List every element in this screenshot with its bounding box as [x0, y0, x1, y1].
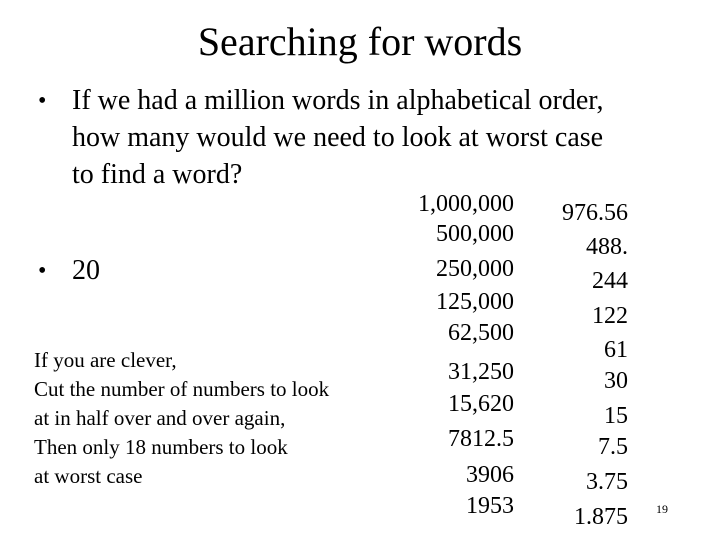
number-value: 62,500: [448, 320, 514, 346]
number-value: 7.5: [598, 434, 628, 460]
slide-title: Searching for words: [197, 19, 523, 64]
note-line-5: at worst case: [34, 464, 143, 488]
number-value: 500,000: [436, 221, 514, 247]
number-value: 488.: [586, 234, 628, 260]
number-value: 15,620: [448, 391, 514, 417]
number-value: 30: [604, 368, 628, 394]
number-value: 3906: [466, 462, 514, 488]
answer-text: 20: [72, 255, 100, 286]
bullet-dot-icon: •: [38, 258, 47, 284]
slide-number: 19: [656, 502, 668, 516]
question-line-3: to find a word?: [72, 159, 243, 190]
number-value: 31,250: [448, 359, 514, 385]
note-line-4: Then only 18 numbers to look: [34, 435, 288, 459]
number-value: 976.56: [562, 200, 628, 226]
question-line-2: how many would we need to look at worst case: [72, 122, 604, 153]
number-value: 15: [604, 403, 628, 429]
number-value: 1,000,000: [418, 191, 514, 217]
number-value: 61: [604, 337, 628, 363]
note-line-3: at in half over and over again,: [34, 406, 286, 430]
note-line-2: Cut the number of numbers to look: [34, 377, 330, 401]
question-line-1: If we had a million words in alphabetical order,: [72, 85, 604, 116]
number-value: 125,000: [436, 289, 514, 315]
number-value: 7812.5: [448, 426, 514, 452]
note-line-1: If you are clever,: [34, 348, 177, 372]
number-value: 3.75: [586, 469, 628, 495]
bullet-dot-icon: •: [38, 88, 47, 114]
number-value: 122: [592, 303, 628, 329]
number-value: 1.875: [574, 504, 628, 530]
number-value: 244: [592, 268, 628, 294]
number-value: 250,000: [436, 256, 514, 282]
number-value: 1953: [466, 493, 514, 519]
